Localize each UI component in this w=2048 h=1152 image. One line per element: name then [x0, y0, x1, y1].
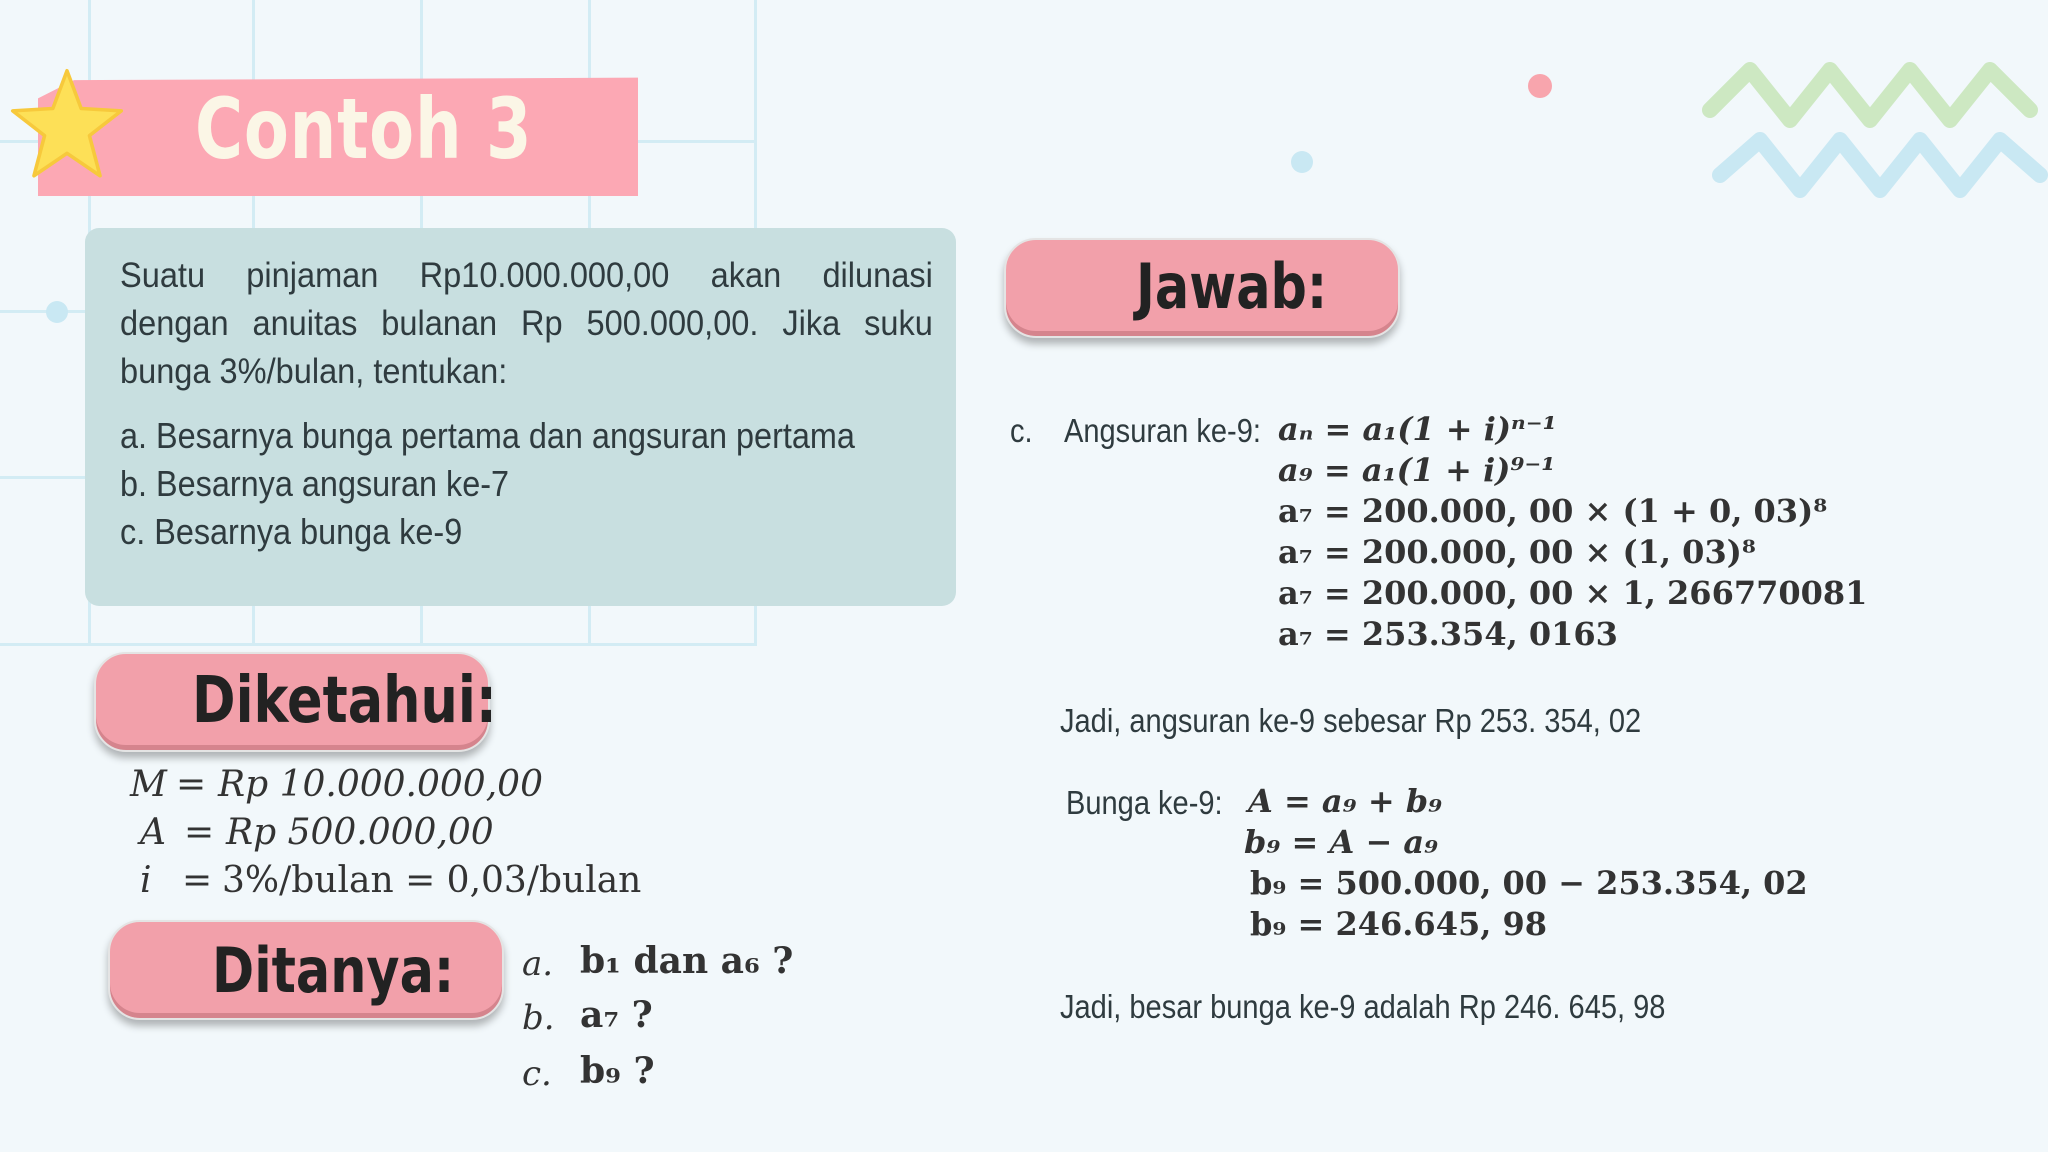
angsuran-equation: aₙ = a₁(1 + i)ⁿ⁻¹ [1278, 410, 1557, 448]
decorative-dot [46, 301, 68, 323]
angsuran-equation: a₇ = 253.354, 0163 [1278, 615, 1618, 653]
known-M-symbol: M [130, 764, 167, 805]
bunga-equation: b₉ = A − a₉ [1244, 823, 1439, 861]
diketahui-label: Diketahui: [192, 664, 497, 738]
list-item: b. Besarnya angsuran ke-7 [120, 463, 510, 504]
problem-line: bunga 3%/bulan, tentukan: [120, 352, 508, 391]
equals-sign: = [176, 764, 207, 805]
bunga-label: Bunga ke-9: [1066, 784, 1223, 821]
angsuran-equation: a₉ = a₁(1 + i)⁹⁻¹ [1278, 451, 1556, 489]
ditanya-label: Ditanya: [212, 934, 455, 1007]
decorative-dot [1291, 151, 1313, 173]
known-M-value: Rp 10.000.000,00 [218, 764, 543, 805]
known-A-value: Rp 500.000,00 [226, 812, 494, 853]
angsuran-label: Angsuran ke-9: [1064, 412, 1261, 449]
equals-sign: = [182, 860, 213, 901]
asked-marker: c. [522, 1054, 552, 1094]
list-item: c. Besarnya bunga ke-9 [120, 511, 463, 552]
equals-sign: = [184, 812, 215, 853]
asked-marker: b. [522, 998, 555, 1038]
page-title: Contoh 3 [195, 80, 533, 178]
star-icon [8, 66, 126, 184]
question-list [120, 412, 855, 556]
known-A-symbol: A [140, 812, 166, 853]
grid-line [0, 643, 757, 646]
known-i-value: 3%/bulan = 0,03/bulan [222, 860, 642, 901]
angsuran-equation: a₇ = 200.000, 00 × (1, 03)⁸ [1278, 533, 1756, 571]
part-c-marker: c. [1010, 412, 1033, 449]
list-item: a. Besarnya bunga pertama dan angsuran pertama [120, 415, 855, 456]
bunga-conclusion: Jadi, besar bunga ke-9 adalah Rp 246. 645, 98 [1060, 988, 1666, 1025]
problem-line: Suatu pinjaman Rp10.000.000,00 akan dilunasi [120, 256, 933, 295]
asked-item: b₁ dan a₆ ? [580, 940, 794, 982]
decorative-dot [1528, 74, 1552, 98]
bunga-equation: A = a₉ + b₉ [1248, 782, 1443, 820]
asked-item: b₉ ? [580, 1050, 655, 1092]
jawab-label: Jawab: [1136, 250, 1328, 323]
angsuran-equation: a₇ = 200.000, 00 × 1, 266770081 [1278, 574, 1868, 612]
known-i-symbol: i [140, 860, 152, 901]
problem-line: dengan anuitas bulanan Rp 500.000,00. Jika suku [120, 304, 933, 343]
zigzag-decoration [1700, 40, 2048, 220]
angsuran-equation: a₇ = 200.000, 00 × (1 + 0, 03)⁸ [1278, 492, 1828, 530]
asked-item: a₇ ? [580, 994, 653, 1036]
bunga-equation: b₉ = 246.645, 98 [1250, 905, 1548, 943]
angsuran-conclusion: Jadi, angsuran ke-9 sebesar Rp 253. 354, 02 [1060, 702, 1642, 739]
bunga-equation: b₉ = 500.000, 00 − 253.354, 02 [1250, 864, 1808, 902]
asked-marker: a. [522, 944, 554, 984]
